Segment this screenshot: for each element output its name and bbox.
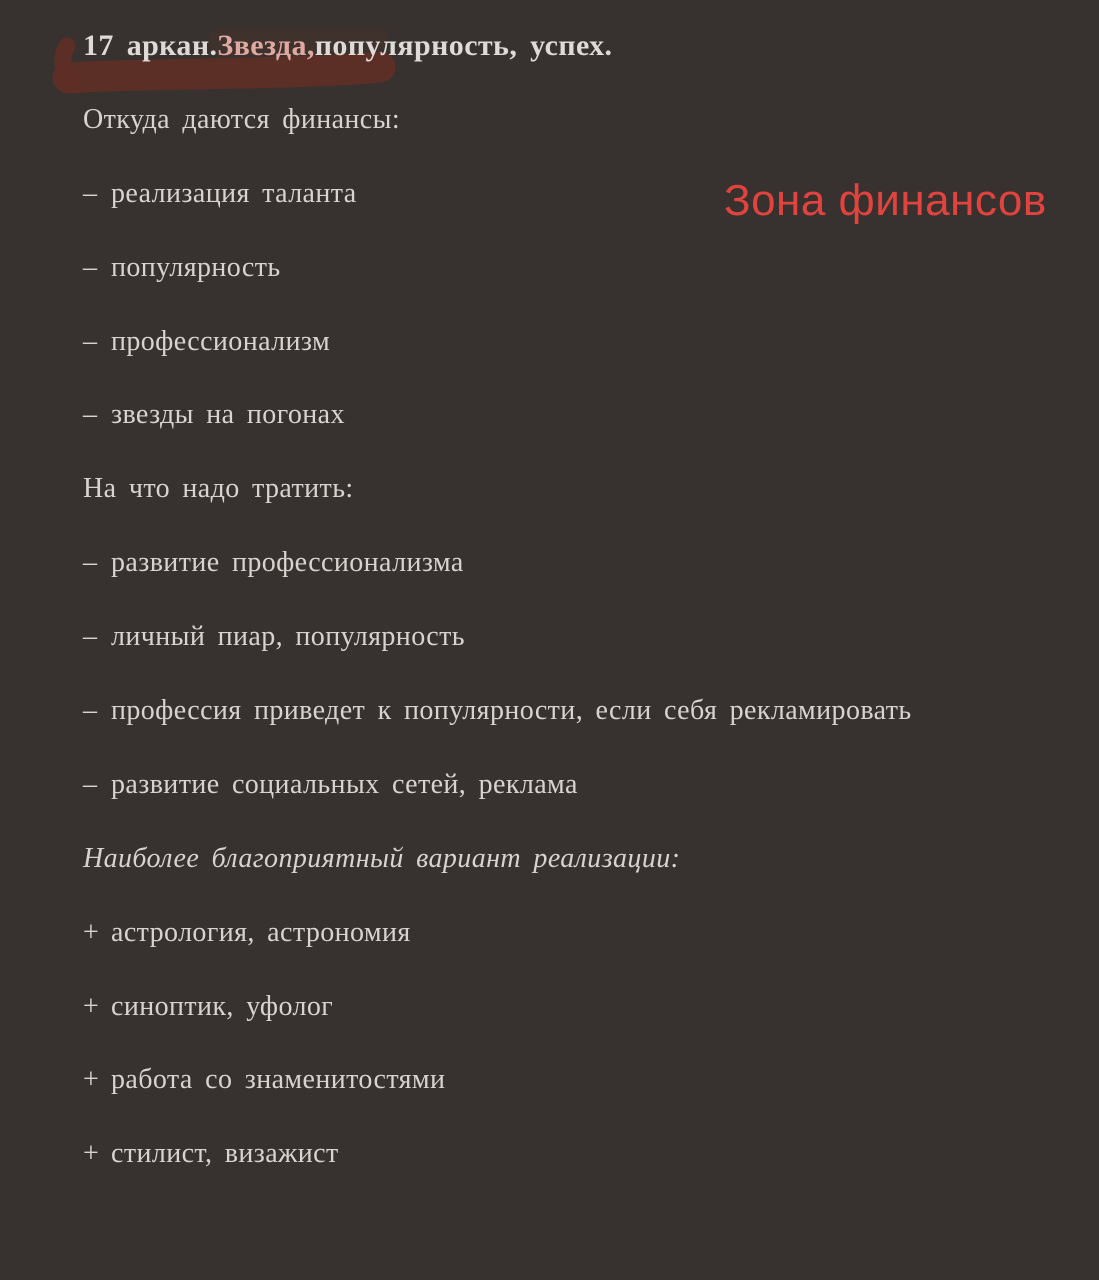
bullet-marker: – — [83, 251, 98, 283]
list-item — [83, 748, 1079, 822]
document-title — [83, 9, 1079, 83]
line-text: популярность — [111, 251, 281, 283]
bullet-marker: – — [83, 399, 98, 431]
line-text: работа со знаменитостями — [111, 1064, 446, 1096]
bullet-marker: – — [83, 768, 98, 800]
line-text: синоптик, уфолог — [111, 990, 334, 1022]
line-text: стилист, визажист — [111, 1138, 339, 1170]
list-item — [83, 1043, 1079, 1117]
list-item — [83, 1117, 1079, 1191]
line-text: звезды на погонах — [111, 399, 345, 431]
list-item — [83, 970, 1079, 1044]
section-heading — [83, 452, 1079, 526]
line-text: профессия приведет к популярности, если себя рекламировать — [111, 694, 912, 726]
line-text: Откуда даются финансы: — [83, 103, 401, 135]
line-text: На что надо тратить: — [83, 473, 354, 505]
bullet-marker: – — [83, 694, 98, 726]
line-text: развитие социальных сетей, реклама — [111, 768, 578, 800]
finance-zone-annotation: Зона финансов — [724, 176, 1047, 225]
bullet-marker: – — [83, 621, 98, 653]
line-text: профессионализм — [111, 325, 331, 357]
bullet-marker: + — [83, 990, 100, 1022]
line-text: реализация таланта — [111, 177, 357, 209]
list-item — [83, 526, 1079, 600]
line-text: развитие профессионализма — [111, 547, 464, 579]
line-text: астрология, астрономия — [111, 916, 411, 948]
section-heading — [83, 822, 1079, 896]
list-item — [83, 305, 1079, 379]
list-item — [83, 896, 1079, 970]
section-heading — [83, 83, 1079, 157]
title-prefix: 17 аркан. — [83, 28, 218, 62]
line-text: личный пиар, популярность — [111, 621, 465, 653]
list-item — [83, 600, 1079, 674]
content-lines — [83, 9, 1079, 1191]
bullet-marker: – — [83, 325, 98, 357]
list-item — [83, 378, 1079, 452]
bullet-marker: – — [83, 177, 98, 209]
title-suffix: популярность, успех. — [314, 28, 613, 62]
list-item — [83, 674, 1079, 748]
bullet-marker: + — [83, 1138, 100, 1170]
bullet-marker: – — [83, 547, 98, 579]
title-highlighted-word: Звезда, — [217, 28, 315, 62]
list-item — [83, 231, 1079, 305]
line-text: Наиболее благоприятный вариант реализации: — [83, 842, 681, 874]
bullet-marker: + — [83, 1064, 100, 1096]
list-item — [83, 157, 1079, 231]
bullet-marker: + — [83, 916, 100, 948]
